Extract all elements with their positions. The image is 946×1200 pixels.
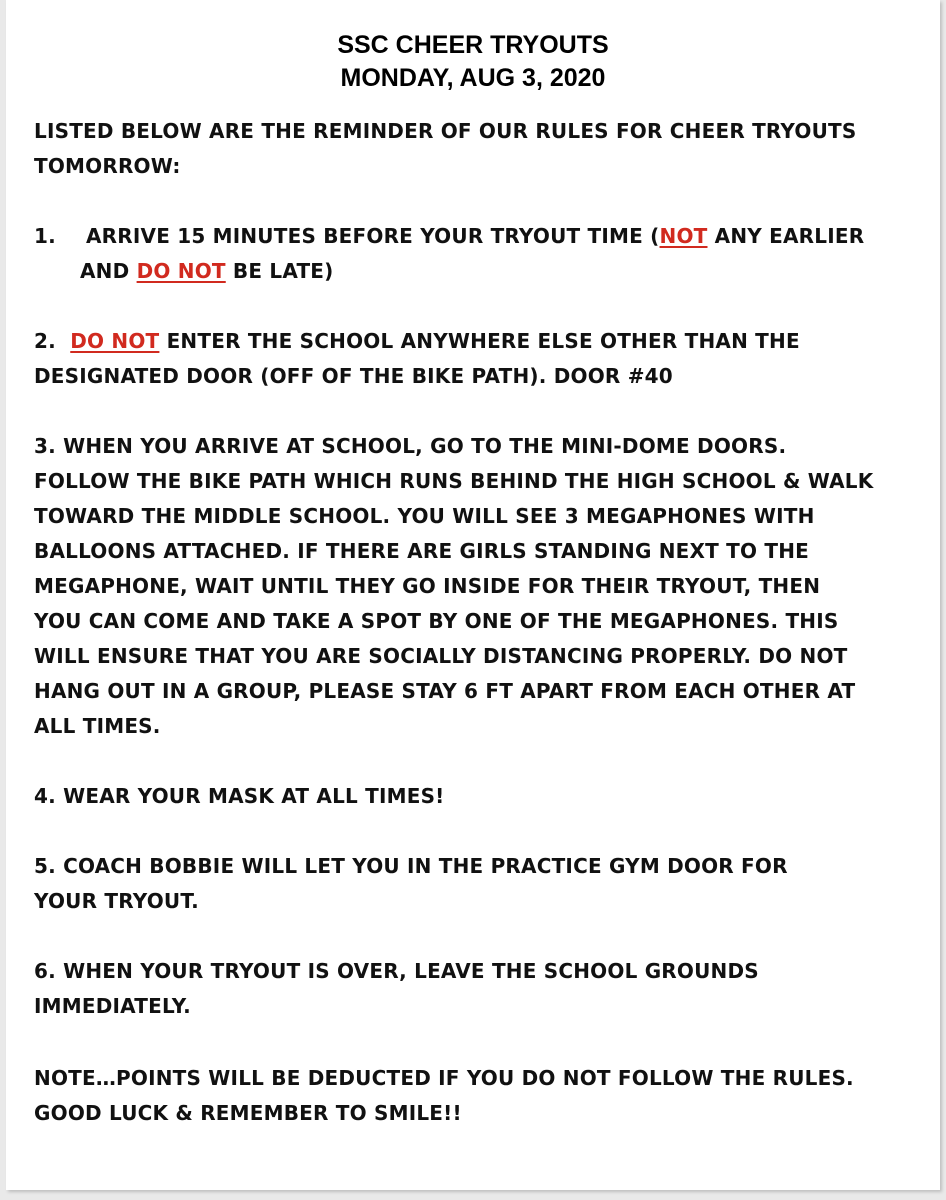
rule-1-line-2 (80, 259, 334, 283)
rule-3-line-7: WILL ENSURE THAT YOU ARE SOCIALLY DISTANCING PROPERLY. DO NOT (34, 644, 848, 668)
rule-3-line-6: YOU CAN COME AND TAKE A SPOT BY ONE OF THE MEGAPHONES. THIS (34, 609, 839, 633)
rule-3-line-5: MEGAPHONE, WAIT UNTIL THEY GO INSIDE FOR THEIR TRYOUT, THEN (34, 574, 821, 598)
rule-3-line-1: 3. WHEN YOU ARRIVE AT SCHOOL, GO TO THE MINI-DOME DOORS. (34, 434, 787, 458)
rule-3-line-3: TOWARD THE MIDDLE SCHOOL. YOU WILL SEE 3 MEGAPHONES WITH (34, 504, 815, 528)
rule-1-text-and: AND (80, 259, 137, 283)
rule-1-line-1 (86, 224, 864, 248)
rule-1-emphasis-not: NOT (659, 224, 708, 248)
rule-2-line-1 (34, 329, 800, 353)
rule-3-line-4: BALLOONS ATTACHED. IF THERE ARE GIRLS STANDING NEXT TO THE (34, 539, 809, 563)
rule-3-line-9: ALL TIMES. (34, 714, 161, 738)
rule-1-text-cont: ANY EARLIER (707, 224, 865, 248)
note-line-2: GOOD LUCK & REMEMBER TO SMILE!! (34, 1101, 462, 1125)
rule-1-text-late: BE LATE) (225, 259, 334, 283)
document-title: SSC CHEER TRYOUTS (337, 31, 609, 59)
rule-3-line-2: FOLLOW THE BIKE PATH WHICH RUNS BEHIND THE HIGH SCHOOL & WALK (34, 469, 874, 493)
note-line-1: NOTE…POINTS WILL BE DEDUCTED IF YOU DO NOT FOLLOW THE RULES. (34, 1066, 854, 1090)
rule-4-line-1: 4. WEAR YOUR MASK AT ALL TIMES! (34, 784, 445, 808)
document-date: MONDAY, AUG 3, 2020 (340, 64, 606, 92)
rule-2-number: 2. (34, 329, 56, 353)
rule-1-emphasis-do-not: DO NOT (136, 259, 226, 283)
rule-5-line-2: YOUR TRYOUT. (34, 889, 199, 913)
rule-3-line-8: HANG OUT IN A GROUP, PLEASE STAY 6 FT APART FROM EACH OTHER AT (34, 679, 856, 703)
rule-1-number: 1. (34, 224, 56, 248)
rule-2-text: ENTER THE SCHOOL ANYWHERE ELSE OTHER THAN THE (159, 329, 800, 353)
intro-line-2: TOMORROW: (34, 154, 181, 178)
rule-5-line-1: 5. COACH BOBBIE WILL LET YOU IN THE PRACTICE GYM DOOR FOR (34, 854, 788, 878)
rule-6-line-1: 6. WHEN YOUR TRYOUT IS OVER, LEAVE THE SCHOOL GROUNDS (34, 959, 759, 983)
rule-6-line-2: IMMEDIATELY. (34, 994, 191, 1018)
rule-2-line-2: DESIGNATED DOOR (OFF OF THE BIKE PATH). DOOR #40 (34, 364, 673, 388)
intro-line-1: LISTED BELOW ARE THE REMINDER OF OUR RULES FOR CHEER TRYOUTS (34, 119, 857, 143)
rule-2-emphasis-do-not: DO NOT (70, 329, 160, 353)
rule-1-text: ARRIVE 15 MINUTES BEFORE YOUR TRYOUT TIME ( (86, 224, 660, 248)
